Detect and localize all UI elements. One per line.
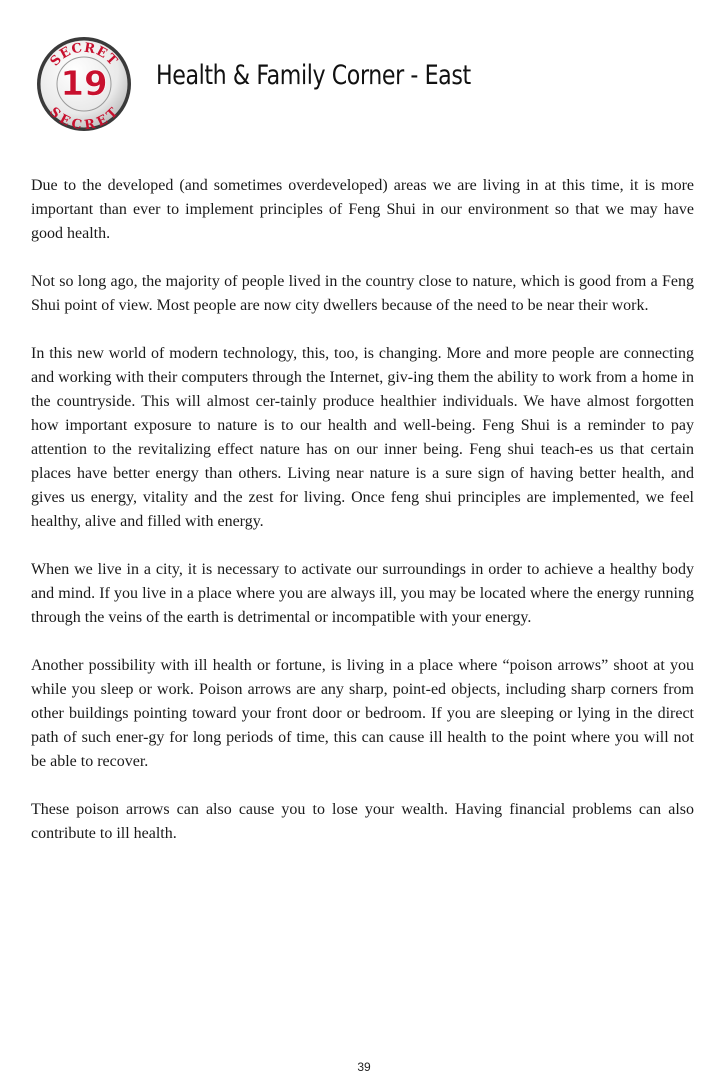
badge-top-text: SECRET bbox=[47, 40, 121, 70]
paragraph: Due to the developed (and sometimes overdeveloped) areas we are living in at this time, it is more important than ever to implement principles of Feng Shui in our environment so that we may have good health. bbox=[31, 177, 694, 242]
paragraph: In this new world of modern technology, this, too, is changing. More and more people are connecting and working with their computers through the Internet, giv-ing them the ability to work from a home in the countryside. This will almost cer-tainly produce healthier individuals. We have almost forgotten how important exposure to nature is to our health and well-being. Feng Shui is a reminder to pay attention to the revitalizing effect nature has on our inner being. Feng shui teach-es us that certain places have better energy than others. Living near nature is a sure sign of having better health, and gives us energy, vitality and the zest for living. Once feng shui principles are implemented, we feel healthy, alive and filled with energy. bbox=[31, 345, 694, 530]
paragraph: These poison arrows can also cause you to lose your wealth. Having financial problems can also contribute to ill health. bbox=[31, 801, 694, 842]
paragraph: When we live in a city, it is necessary to activate our surroundings in order to achieve a healthy body and mind. If you live in a place where you are always ill, you may be located where the energy running through the veins of the earth is detrimental or incompatible with your energy. bbox=[31, 561, 694, 626]
paragraph: Not so long ago, the majority of people lived in the country close to nature, which is good from a Feng Shui point of view. Most people are now city dwellers because of the need to be near their work. bbox=[31, 273, 694, 314]
badge-number: 19 bbox=[60, 64, 108, 104]
paragraph: Another possibility with ill health or fortune, is living in a place where “poison arrows” shoot at you while you sleep or work. Poison arrows are any sharp, point-ed objects, including sharp corners from other buildings pointing toward your front door or bedroom. If you are sleeping or lying in the direct path of such ener-gy for long periods of time, this can cause ill health to the point where you will not be able to recover. bbox=[31, 657, 694, 770]
page-number: 39 bbox=[357, 1060, 371, 1074]
secret-badge-icon bbox=[34, 34, 134, 134]
body-text bbox=[31, 174, 694, 870]
chapter-header bbox=[30, 30, 710, 134]
page-title: Health & Family Corner - East bbox=[156, 60, 471, 91]
badge-bottom-text: SECRET bbox=[46, 104, 122, 134]
